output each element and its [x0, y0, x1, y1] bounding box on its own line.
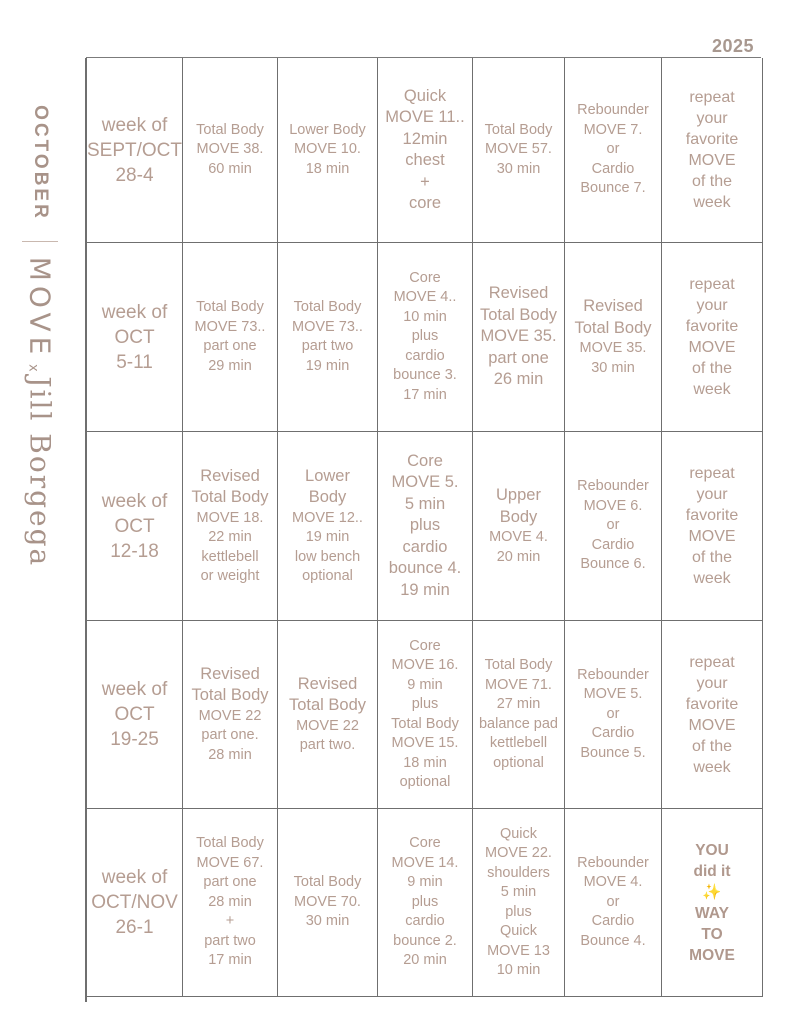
workout-calendar-grid [85, 58, 761, 997]
workout-cell [278, 432, 378, 621]
cell-text-line: 12-18 [110, 540, 159, 562]
cell-text-line: Total Body [293, 874, 362, 891]
cell-text-line: your [696, 297, 728, 314]
cell-text-line: 17 min [403, 386, 447, 403]
cell-text-line: SEPT/OCT [87, 139, 183, 161]
cell-text-line: Cardio [591, 536, 635, 553]
cell-text-line: cardio [405, 913, 445, 930]
cell-text-line: Core [409, 835, 441, 852]
cell-text-line: MOVE 22. [485, 845, 552, 861]
cell-text-line: Bounce 7. [580, 180, 646, 197]
brand-x: x [26, 364, 43, 372]
cell-text-line: MOVE 16. [391, 657, 459, 673]
cell-text-line: plus [411, 328, 439, 345]
cell-text-line: 5-11 [116, 351, 153, 373]
cell-text-line: week [693, 381, 731, 398]
cell-text-line: core [408, 194, 442, 212]
cell-text-line: cardio [405, 347, 445, 364]
cell-text-line: 19 min [400, 580, 450, 599]
cell-text-line: YOU [695, 841, 729, 859]
workout-cell [183, 58, 278, 243]
workout-cell [278, 243, 378, 432]
workout-cell [183, 243, 278, 432]
cell-text-line: Bounce 5. [580, 744, 646, 761]
cell-text-line: repeat [689, 89, 735, 106]
cell-text-line: part two [204, 932, 256, 949]
workout-cell [278, 809, 378, 997]
cell-text-line: or [606, 705, 620, 722]
workout-cell [183, 621, 278, 809]
cell-text-line: week of [101, 679, 168, 700]
week-label-cell [87, 432, 183, 621]
cell-text-line: repeat [689, 465, 735, 482]
workout-cell [565, 243, 662, 432]
cell-text-line: MOVE 73.. [194, 318, 266, 335]
cell-text-line: MOVE 15. [391, 735, 459, 751]
cell-text-line: week [693, 194, 731, 211]
weekend-cell [662, 58, 763, 243]
cell-text-line: kettlebell [201, 548, 259, 565]
cell-text-line: shoulders [487, 864, 550, 881]
cell-text-line: favorite [685, 507, 739, 524]
cell-text-line: 28-4 [115, 164, 154, 186]
cell-text-line: plus [411, 893, 439, 910]
cell-text-line: Revised [583, 297, 643, 315]
cell-text-line: repeat [689, 653, 735, 671]
sidebar-divider [22, 241, 58, 242]
cell-text-line: Total Body [574, 318, 652, 337]
weekend-cell [662, 621, 763, 809]
cell-text-line: Quick [499, 825, 538, 842]
cell-text-line: part one [203, 338, 257, 354]
workout-cell [565, 58, 662, 243]
cell-text-line: TO [701, 925, 723, 943]
cell-text-line: 60 min [208, 160, 252, 177]
cell-text-line: Total Body [293, 299, 362, 315]
cell-text-line: Total Body [191, 488, 269, 506]
cell-text-line: kettlebell [489, 735, 548, 751]
workout-cell [565, 809, 662, 997]
cell-text-line: MOVE 5. [391, 473, 459, 492]
cell-text-line: chest [405, 151, 445, 169]
brand-move-text: MOVE [23, 256, 57, 360]
cell-text-line: part two. [299, 737, 356, 753]
cell-text-line: plus [505, 903, 532, 920]
week-label-cell [87, 58, 183, 243]
cell-text-line: MOVE 4. [489, 529, 548, 545]
cell-text-line: plus [409, 516, 441, 535]
cell-text-line: MOVE 13 [487, 942, 550, 959]
cell-text-line: or [606, 141, 620, 158]
cell-text-line: 10 min [496, 962, 541, 978]
cell-text-line: MOVE [688, 528, 736, 545]
cell-text-line: Total Body [479, 305, 558, 324]
cell-text-line: cardio [402, 537, 448, 556]
cell-text-line: bounce 3. [393, 367, 457, 384]
cell-text-line: 5 min [500, 884, 537, 900]
cell-text-line: 9 min [407, 874, 443, 891]
cell-text-line: MOVE 35. [579, 340, 647, 356]
cell-text-line: part two [301, 338, 354, 354]
cell-text-line: MOVE [688, 152, 736, 169]
cell-text-line: 30 min [305, 913, 350, 930]
cell-text-line: Core [407, 451, 443, 470]
brand-logo [24, 257, 57, 567]
cell-text-line: MOVE 70. [294, 893, 361, 910]
cell-text-line: 28 min [208, 893, 252, 910]
workout-cell [565, 432, 662, 621]
cell-text-line: Revised [200, 466, 260, 485]
cell-text-line: part one [203, 874, 257, 891]
cell-text-line: MOVE [689, 946, 735, 964]
cell-text-line: 30 min [496, 160, 541, 177]
cell-text-line: Cardio [591, 725, 635, 742]
cell-text-line: ✨ [702, 883, 722, 901]
cell-text-line: week of [101, 301, 168, 323]
cell-text-line: MOVE [688, 339, 736, 356]
cell-text-line: Revised [488, 284, 549, 303]
cell-text-line: favorite [685, 318, 739, 335]
workout-cell [473, 243, 565, 432]
cell-text-line: week of [101, 114, 168, 136]
cell-text-line: MOVE 10. [294, 141, 361, 158]
cell-text-line: Total Body [196, 835, 264, 852]
cell-text-line: your [696, 110, 728, 127]
cell-text-line: of the [691, 737, 733, 755]
workout-cell [378, 432, 473, 621]
cell-text-line: 28 min [208, 746, 252, 763]
workout-cell [378, 809, 473, 997]
cell-text-line: optional [493, 754, 544, 771]
week-label-cell [87, 809, 183, 997]
cell-text-line: MOVE 18. [196, 509, 264, 526]
cell-text-line: Quick [499, 923, 538, 939]
cell-text-line: 9 min [407, 676, 443, 693]
workout-cell [183, 432, 278, 621]
cell-text-line: week [693, 758, 731, 776]
cell-text-line: MOVE 12.. [292, 509, 363, 526]
cell-text-line: or [606, 517, 620, 534]
cell-text-line: Cardio [591, 913, 635, 930]
cell-text-line: optional [302, 568, 353, 584]
cell-text-line: or [606, 893, 620, 910]
cell-text-line: 5 min [404, 494, 446, 513]
cell-text-line: Total Body [196, 121, 264, 138]
cell-text-line: Body [499, 507, 538, 526]
cell-text-line: 18 min [403, 754, 447, 771]
cell-text-line: Rebounder [577, 102, 649, 119]
cell-text-line: + [420, 172, 430, 191]
cell-text-line: bounce 4. [388, 559, 462, 578]
cell-text-line: 10 min [403, 308, 447, 325]
cell-text-line: week of [101, 490, 168, 512]
cell-text-line: Quick [403, 86, 447, 105]
month-title: OCTOBER [30, 105, 51, 221]
cell-text-line: 26 min [493, 370, 544, 389]
cell-text-line: low bench [294, 548, 361, 565]
cell-text-line: 22 min [208, 529, 252, 545]
cell-text-line: MOVE 14. [391, 854, 459, 871]
cell-text-line: 26-1 [115, 917, 154, 938]
cell-text-line: part one. [201, 727, 259, 744]
cell-text-line: 20 min [496, 548, 541, 565]
cell-text-line: Bounce 6. [580, 556, 646, 573]
workout-cell [473, 432, 565, 621]
cell-text-line: 19-25 [110, 729, 159, 750]
cell-text-line: MOVE 67. [196, 854, 264, 871]
cell-text-line: Core [409, 269, 441, 286]
cell-text-line: 29 min [208, 357, 252, 374]
weekend-cell [662, 243, 763, 432]
workout-cell [183, 809, 278, 997]
cell-text-line: week of [101, 867, 168, 888]
cell-text-line: MOVE 71. [485, 676, 552, 693]
cell-text-line: OCT [114, 515, 155, 537]
cell-text-line: 18 min [305, 160, 350, 177]
week-label-cell [87, 621, 183, 809]
cell-text-line: OCT/NOV [91, 892, 178, 913]
workout-cell [565, 621, 662, 809]
workout-cell [473, 58, 565, 243]
workout-cell [473, 621, 565, 809]
cell-text-line: 12min [402, 129, 448, 148]
cell-text-line: Total Body [288, 696, 367, 714]
cell-text-line: MOVE 73.. [292, 318, 363, 335]
cell-text-line: of the [691, 360, 733, 377]
cell-text-line: Total Body [484, 121, 553, 138]
cell-text-line: Revised [297, 674, 358, 693]
cell-text-line: your [696, 486, 728, 503]
week-label-cell [87, 243, 183, 432]
cell-text-line: MOVE 38. [196, 141, 264, 158]
cell-text-line: OCT [114, 704, 155, 725]
cell-text-line: MOVE 57. [485, 141, 552, 158]
cell-text-line: Total Body [391, 715, 459, 732]
weekend-cell [662, 809, 763, 997]
cell-text-line: favorite [685, 695, 739, 713]
cell-text-line: part one [488, 348, 549, 367]
cell-text-line: Rebounder [577, 666, 649, 683]
cell-text-line: Total Body [484, 657, 553, 673]
cell-text-line: MOVE 4. [583, 874, 643, 891]
workout-cell [278, 621, 378, 809]
cell-text-line: MOVE 35. [480, 327, 557, 346]
cell-text-line: WAY [695, 904, 729, 922]
cell-text-line: Rebounder [577, 478, 649, 495]
cell-text-line: Lower Body [289, 121, 366, 138]
cell-text-line: your [696, 674, 728, 692]
cell-text-line: Total Body [196, 299, 264, 315]
sidebar [0, 0, 80, 1024]
brand-name: Jill Borgega [23, 376, 57, 568]
cell-text-line: of the [691, 549, 733, 566]
cell-text-line: favorite [685, 131, 739, 148]
cell-text-line: 19 min [305, 357, 350, 374]
cell-text-line: 20 min [403, 952, 447, 969]
cell-text-line: bounce 2. [393, 932, 457, 949]
cell-text-line: OCT [114, 326, 155, 348]
weekend-cell [662, 432, 763, 621]
cell-text-line: MOVE 4.. [393, 289, 457, 306]
grid-bottom-tick [85, 996, 87, 1002]
cell-text-line: Lower [305, 466, 350, 485]
cell-text-line: MOVE 22 [198, 707, 262, 724]
workout-cell [378, 243, 473, 432]
cell-text-line: 30 min [591, 359, 635, 376]
cell-text-line: balance pad [478, 715, 558, 732]
cell-text-line: 27 min [496, 696, 541, 712]
cell-text-line: Total Body [191, 686, 269, 705]
cell-text-line: Bounce 4. [580, 932, 646, 949]
cell-text-line: Core [409, 637, 441, 654]
year-label: 2025 [711, 36, 754, 56]
cell-text-line: MOVE 22 [296, 717, 359, 734]
cell-text-line: plus [411, 696, 439, 712]
cell-text-line: MOVE 7. [583, 121, 643, 138]
workout-cell [378, 58, 473, 243]
cell-text-line: or weight [200, 568, 260, 584]
cell-text-line: Revised [200, 664, 260, 683]
cell-text-line: + [225, 913, 235, 930]
cell-text-line: Upper [496, 486, 541, 504]
cell-text-line: Cardio [591, 160, 635, 177]
cell-text-line: did it [693, 862, 731, 880]
cell-text-line: 19 min [305, 529, 350, 545]
cell-text-line: optional [399, 774, 451, 790]
workout-cell [278, 58, 378, 243]
cell-text-line: MOVE [688, 716, 736, 734]
cell-text-line: week [693, 570, 731, 587]
cell-text-line: of the [691, 173, 733, 190]
cell-text-line: repeat [689, 276, 735, 293]
cell-text-line: MOVE 5. [583, 686, 643, 703]
cell-text-line: MOVE 6. [583, 497, 643, 514]
cell-text-line: Body [308, 488, 347, 506]
workout-cell [378, 621, 473, 809]
workout-cell [473, 809, 565, 997]
cell-text-line: 17 min [208, 952, 252, 969]
cell-text-line: MOVE 11.. [385, 108, 465, 126]
cell-text-line: Rebounder [577, 854, 649, 871]
